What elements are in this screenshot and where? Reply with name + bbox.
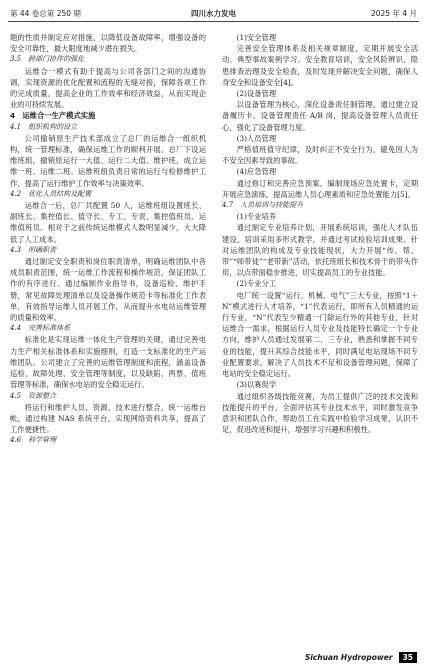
paragraph: 将运行和维护人员、资源、技术进行整合。统一运维台帐，通过构建 NAS 系统平台，实现网络资料共享，提高了工作便捷性。 bbox=[10, 402, 206, 435]
paragraph: 完善安全管理体系及相关规章制度，定期开展安全活动、典型事故案例学习、安全教育培训，安全风险辨识、隐患排查治理及安全检查，及时发现并解决安全问题，确保人身安全和设备安全[4]。 bbox=[222, 44, 418, 87]
header-divider bbox=[8, 21, 419, 22]
page-footer bbox=[305, 650, 417, 664]
paragraph: 以设备管理为核心，深化设备责任制管理，通过建立设备履历卡、设备管理责任 A/B 岗，提高设备管理人员责任心，强化了设备管理力度。 bbox=[222, 100, 418, 132]
journal-title: 四川水力发电 bbox=[191, 9, 236, 18]
paragraph: 严格值班值守纪律，及时纠正不安全行为，避免因人为不安全因素导致的事故。 bbox=[222, 145, 418, 166]
section-heading: 4.4 完善标准体系 bbox=[10, 324, 71, 333]
section-heading: 4.6 科学管理 bbox=[10, 436, 57, 445]
paragraph: 题的性质并制定应对措施，以降低设备故障率，增强设备的安全可靠性，最大限度地减少潜在损失。 bbox=[10, 33, 206, 54]
journal-english-name: Sichuan Hydropower bbox=[304, 652, 393, 662]
paragraph: 电厂统一设置“运行、机械、电气”三大专业，按照“1＋N”模式进行人才培养，“1”代表运行，即所有人员精通的运行专业，“N”代表至少精通一门除运行外的其他专业，针对运维合一需求，根据运行人员专业及技能特长确定一个专业方向，维护人员通过发展第二、三专业，熟悉和掌握不同专业的技能，提升其综合技能水平，同时满足电站现场不同专业配置要求，解决了人员技术不足和设备管理问题，保障了电站的安全稳定运行。 bbox=[222, 290, 418, 379]
subsection-heading: (4)应急管理 bbox=[236, 167, 277, 177]
section-heading: 4.7 人员培训与技能提升 bbox=[222, 201, 304, 210]
paragraph: 公司撤销原生产技术部成立了总厂的运维合一组织机构，统一管理标准，确保运维工作的顺利开展。总厂下设运维班组，撤销原运行一大值、运行二大值、维护班，成立运维一班、运维二班。运维班组负责日常的运行与检修维护工作，提高了运行维护工作效率与决策效率。 bbox=[10, 133, 206, 188]
paragraph: 通过修订和完善应急预案，编制现场应急处置卡，定期开展应急演练，提高运维人员心理素质和应急处置能力[5]。 bbox=[222, 178, 418, 199]
page-number: 35 bbox=[399, 652, 417, 663]
subsection-heading: (2)专业分工 bbox=[236, 279, 277, 289]
paragraph: 通过组织各级技能竞赛，为员工提供广泛的技术交流和技能提升的平台，全面评估其专业技术水平，同时激发竞争意识和团队合作，帮助员工在实践中检验学习成果，认识不足，促进改进和提升，增强学习兴趣和积极性。 bbox=[222, 391, 418, 435]
running-header bbox=[0, 0, 427, 20]
subsection-heading: (1)专业培养 bbox=[236, 212, 277, 222]
section-heading: 4.2 优化人员结构及配置 bbox=[10, 189, 92, 198]
left-column bbox=[10, 32, 206, 447]
subsection-heading: (1)安全管理 bbox=[236, 33, 277, 42]
paragraph: 运维合一模式有助于提高与公司各部门之间的沟通协调，实现资源的优化配置和流程的无缝对接，保障各项工作的完成质量，提高企业的工作效率和经济效益，从而实现企业的可持续发展。 bbox=[10, 66, 206, 110]
right-column bbox=[222, 32, 418, 435]
section-heading: 4.3 明确职责 bbox=[10, 245, 57, 254]
paragraph: 通过制定专业培养计划，开展系统培训，强化人才队伍建设，培训采用多形式教学，并通过考试检验培训成果。针对运维团队的构成及专业技能现状，大力开展“传、帮、带”“师带徒”“老带新”活动，依托班组长和技术骨干的带头作用，以点带面稳步推进，切实提高员工的专业技能。 bbox=[222, 223, 418, 278]
subsection-heading: (3)人员管理 bbox=[236, 133, 277, 143]
section-heading: 4 运维合一生产模式实施 bbox=[10, 111, 96, 121]
paragraph: 运维合一后，总厂共配置 50 人，运维班组设置班长、副班长、集控值长、值守长、专工、专责、集控值班员、运维值班员。相对于之前传统运维模式人数明显减少，大大降低了人工成本。 bbox=[10, 201, 206, 244]
paragraph: 通过制定安全职责和岗位职责清单，明确运维团队中各成员职责范围，统一运维工作流程和操作规范，保证团队工作的有序进行。通过编制作业指导书，设备巡检、维护手册，常见故障处理清单以及设备操作规范卡等标准化工作表单，有效指导运维人员开展工作，从而提升水电站运维管理的质量和效率。 bbox=[10, 257, 206, 323]
subsection-heading: (3)以赛促学 bbox=[236, 380, 277, 390]
paragraph: 标准化是实现运维一体化生产管理的关键，通过完善电力生产相关标准体系和实施细则，打造一支标准化的生产运维团队。公司建立了完善的运维管理制度和流程，涵盖设备巡检、故障处理、安全管理等制度，以及缺陷、两票、值班管理等标准，确保水电站的安全稳定运行。 bbox=[10, 335, 206, 390]
section-heading: 4.5 资源整合 bbox=[10, 391, 57, 400]
section-heading: 3.5 跨部门协作的强化 bbox=[10, 55, 85, 64]
publication-date: 2025 年 4 月 bbox=[370, 9, 417, 18]
section-heading: 4.1 组织机构的设立 bbox=[10, 122, 78, 131]
subsection-heading: (2)设备管理 bbox=[236, 89, 277, 99]
issue-info: 第 44 卷总第 250 期 bbox=[10, 9, 81, 18]
